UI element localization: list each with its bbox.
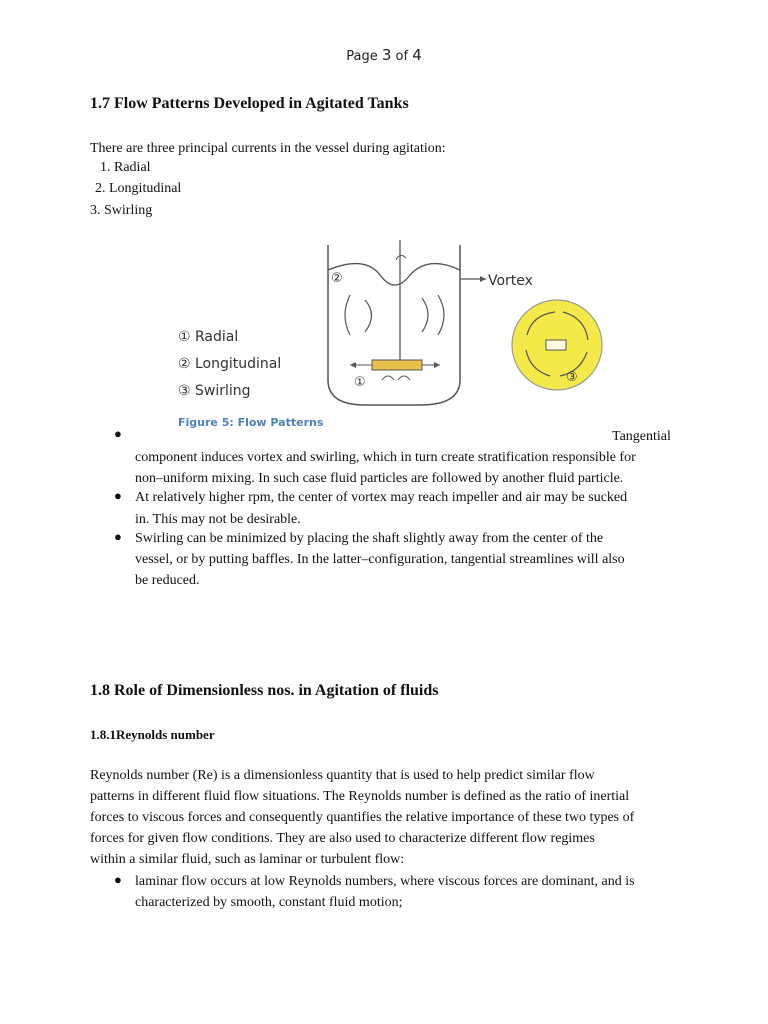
- vortex-surface: [328, 264, 460, 285]
- vortex-label: Vortex: [488, 273, 533, 289]
- flow-pattern-diagram: [310, 240, 610, 415]
- legend-longitudinal: ② Longitudinal: [178, 356, 282, 372]
- bullet-dot: ●: [114, 872, 122, 887]
- bullet-3-line: vessel, or by putting baffles. In the latter–configuration, tangential streamlines will also: [135, 552, 625, 567]
- figure-caption: Figure 5: Flow Patterns: [178, 416, 324, 429]
- list-item-longitudinal: 2. Longitudinal: [95, 181, 182, 196]
- bullet-dot: ●: [114, 488, 122, 503]
- bullet-1-line: non–uniform mixing. In such case fluid particles are followed by another fluid particle.: [135, 471, 624, 486]
- bullet-1-first-word: Tangential: [612, 429, 671, 444]
- list-item-radial: 1. Radial: [100, 160, 151, 175]
- bullet-2-line: At relatively higher rpm, the center of vortex may reach impeller and air may be sucked: [135, 490, 628, 505]
- intro-text: There are three principal currents in the vessel during agitation:: [90, 141, 446, 156]
- bullet-3-line: Swirling can be minimized by placing the shaft slightly away from the center of the: [135, 531, 604, 546]
- impeller-blade: [372, 360, 422, 370]
- paragraph-line: forces to viscous forces and consequently quantifies the relative importance of these two types of: [90, 810, 635, 825]
- bullet-3-line: be reduced.: [135, 573, 200, 588]
- top-view-impeller: [546, 340, 566, 350]
- page-number: Page 3 of 4: [346, 46, 422, 64]
- rotation-arrow: [396, 255, 406, 260]
- list-item-swirling: 3. Swirling: [90, 203, 153, 218]
- bullet-2-line: in. This may not be desirable.: [135, 512, 301, 527]
- flow-loop: [422, 298, 428, 332]
- marker-3: ③: [566, 370, 578, 385]
- section-title-1-8: 1.8 Role of Dimensionless nos. in Agitation of fluids: [90, 682, 439, 699]
- marker-2: ②: [331, 271, 343, 286]
- flow-loop: [365, 300, 372, 332]
- paragraph-line: forces for given flow conditions. They are also used to characterize different flow regimes: [90, 831, 595, 846]
- section-title-1-7: 1.7 Flow Patterns Developed in Agitated Tanks: [90, 95, 409, 112]
- bullet-laminar-line: laminar flow occurs at low Reynolds numbers, where viscous forces are dominant, and is: [135, 874, 635, 889]
- legend-radial: ① Radial: [178, 329, 239, 345]
- paragraph-line: patterns in different fluid flow situations. The Reynolds number is defined as the ratio of inertial: [90, 789, 630, 804]
- bullet-dot: ●: [114, 529, 122, 544]
- bullet-dot: ●: [114, 426, 122, 441]
- tank-wall: [328, 245, 460, 405]
- marker-1: ①: [354, 375, 366, 390]
- bullet-laminar-line: characterized by smooth, constant fluid motion;: [135, 895, 403, 910]
- flow-loop: [438, 295, 444, 335]
- paragraph-line: Reynolds number (Re) is a dimensionless quantity that is used to help predict similar flow: [90, 768, 595, 783]
- legend-swirling: ③ Swirling: [178, 383, 251, 399]
- flow-loop: [345, 295, 350, 335]
- bullet-1-line: component induces vortex and swirling, which in turn create stratification responsible for: [135, 450, 636, 465]
- paragraph-line: within a similar fluid, such as laminar or turbulent flow:: [90, 852, 405, 867]
- subsection-title-1-8-1: 1.8.1Reynolds number: [90, 727, 215, 742]
